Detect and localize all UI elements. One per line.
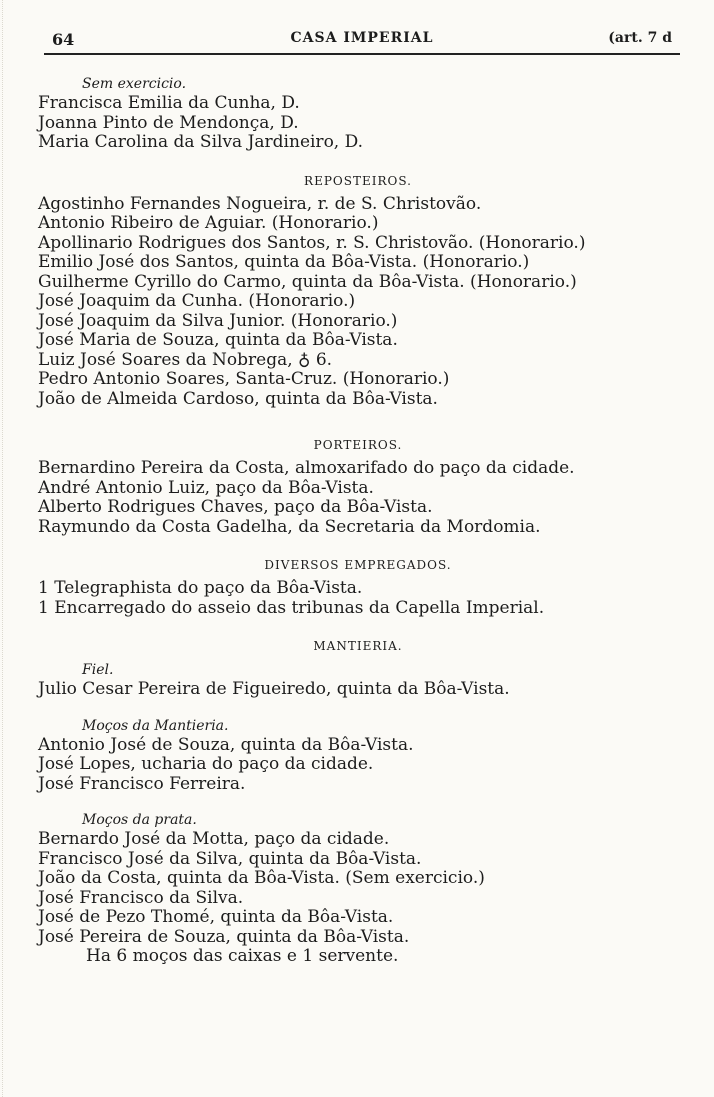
list-item: Bernardo José da Motta, paço da cidade. xyxy=(38,829,390,849)
list-item: José Maria de Souza, quinta da Bôa-Vista. xyxy=(38,330,398,350)
list-item: Emilio José dos Santos, quinta da Bôa-Vista. (Honorario.) xyxy=(38,252,530,272)
mocos-prata-list xyxy=(38,830,678,947)
mocos-prata-label: Moços da prata. xyxy=(82,812,197,828)
list-item: Bernardino Pereira da Costa, almoxarifado do paço da cidade. xyxy=(38,458,575,478)
list-item: Julio Cesar Pereira de Figueiredo, quinta da Bôa-Vista. xyxy=(38,679,510,699)
page-number: 64 xyxy=(52,30,75,49)
mocos-mantieria-list xyxy=(38,736,678,795)
section-heading-reposteiros: REPOSTEIROS. xyxy=(304,173,412,188)
list-item: 1 Telegraphista do paço da Bôa-Vista. xyxy=(38,578,363,598)
list-item: André Antonio Luiz, paço da Bôa-Vista. xyxy=(38,477,374,498)
list-item: Guilherme Cyrillo do Carmo, quinta da Bôa-Vista. (Honorario.) xyxy=(38,271,577,292)
diversos-list xyxy=(38,579,678,618)
list-item: José de Pezo Thomé, quinta da Bôa-Vista. xyxy=(38,907,394,927)
list-item: Antonio Ribeiro de Aguiar. (Honorario.) xyxy=(38,213,379,233)
page-header xyxy=(42,28,682,52)
list-item: Maria Carolina da Silva Jardineiro, D. xyxy=(38,132,364,152)
article-reference: (art. 7 d xyxy=(608,30,672,46)
list-item: Raymundo da Costa Gadelha, da Secretaria da Mordomia. xyxy=(38,516,541,537)
list-item: Francisco José da Silva, quinta da Bôa-Vista. xyxy=(38,848,422,869)
spacer xyxy=(38,700,678,714)
list-item: José Joaquim da Silva Junior. (Honorario.) xyxy=(38,310,398,331)
reposteiros-list xyxy=(38,195,678,410)
closing-note: Ha 6 moços das caixas e 1 servente. xyxy=(86,946,399,966)
spacer xyxy=(38,794,678,808)
section-heading-porteiros: PORTEIROS. xyxy=(313,438,403,452)
list-item: José Francisco Ferreira. xyxy=(38,773,246,794)
sem-exercicio-label: Sem exercicio. xyxy=(82,76,187,92)
list-item: Luiz José Soares da Nobrega, ♁ 6. xyxy=(38,349,333,370)
fiel-list xyxy=(38,680,678,700)
list-item: Antonio José de Souza, quinta da Bôa-Vista. xyxy=(38,734,414,755)
list-item: José Lopes, ucharia do paço da cidade. xyxy=(38,754,374,774)
running-title: CASA IMPERIAL xyxy=(290,30,434,46)
list-item: Agostinho Fernandes Nogueira, r. de S. Christovão. xyxy=(38,193,482,214)
list-item: 1 Encarregado do asseio das tribunas da Capella Imperial. xyxy=(38,597,545,618)
list-item: João de Almeida Cardoso, quinta da Bôa-Vista. xyxy=(38,388,438,409)
header-rule xyxy=(44,53,680,55)
porteiros-list xyxy=(38,459,678,537)
list-item: Alberto Rodrigues Chaves, paço da Bôa-Vista. xyxy=(38,497,433,517)
page-body xyxy=(38,72,678,967)
list-item: José Francisco da Silva. xyxy=(38,887,244,908)
sem-exercicio-list xyxy=(38,94,678,153)
section-heading-diversos: DIVERSOS EMPREGADOS. xyxy=(264,558,452,572)
list-item: Apollinario Rodrigues dos Santos, r. S. Christovão. (Honorario.) xyxy=(38,232,586,253)
list-item: Pedro Antonio Soares, Santa-Cruz. (Honorario.) xyxy=(38,369,450,389)
list-item: João da Costa, quinta da Bôa-Vista. (Sem exercicio.) xyxy=(38,868,485,888)
list-item: José Pereira de Souza, quinta da Bôa-Vista. xyxy=(38,926,410,947)
section-heading-mantieria: MANTIERIA. xyxy=(313,639,403,653)
list-item: Joanna Pinto de Mendonça, D. xyxy=(38,112,299,133)
page-edge-speckle xyxy=(2,0,13,1097)
list-item: Francisca Emilia da Cunha, D. xyxy=(38,93,300,113)
mocos-mantieria-label: Moços da Mantieria. xyxy=(82,717,229,734)
fiel-label: Fiel. xyxy=(82,662,114,678)
list-item: José Joaquim da Cunha. (Honorario.) xyxy=(38,291,356,311)
